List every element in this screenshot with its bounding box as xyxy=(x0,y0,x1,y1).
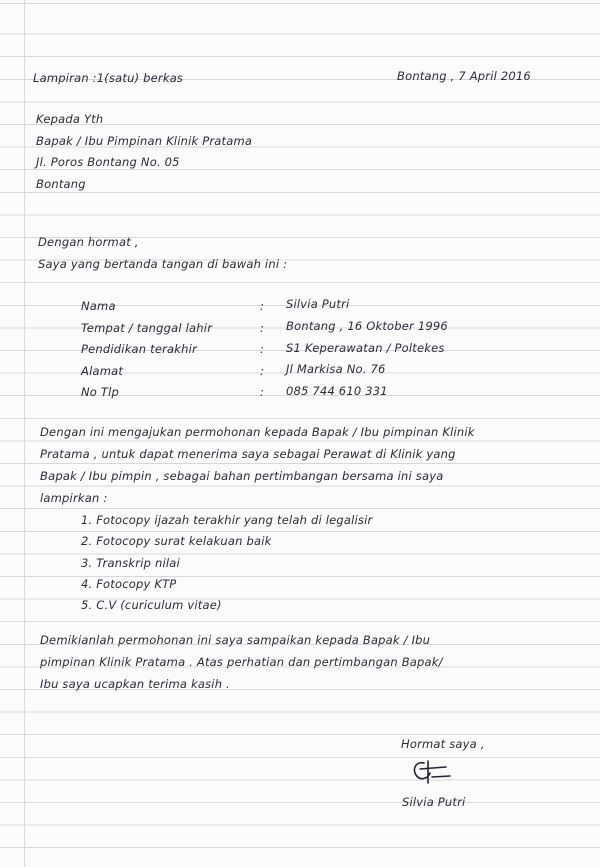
recipient-line2: Jl. Poros Bontang No. 05 xyxy=(36,155,180,169)
field-label-phone: No Tlp xyxy=(81,385,120,399)
attachment-item: 4. Fotocopy KTP xyxy=(81,577,177,591)
field-sep: : xyxy=(260,364,265,378)
place-date: Bontang , 7 April 2016 xyxy=(397,69,531,83)
field-sep: : xyxy=(260,321,265,335)
field-value-birth: Bontang , 16 Oktober 1996 xyxy=(286,319,448,333)
field-sep: : xyxy=(260,342,265,356)
regards: Hormat saya , xyxy=(401,737,485,751)
attachment-item: 5. C.V (curiculum vitae) xyxy=(81,598,222,612)
recipient-line3: Bontang xyxy=(36,177,86,191)
body-line: lampirkan : xyxy=(40,491,108,505)
signature-name: Silvia Putri xyxy=(402,795,466,809)
intro-line: Saya yang bertanda tangan di bawah ini : xyxy=(38,257,288,271)
field-value-name: Silvia Putri xyxy=(286,297,350,311)
field-label-education: Pendidikan terakhir xyxy=(81,342,197,356)
recipient-to: Kepada Yth xyxy=(36,112,104,126)
attachment-item: 3. Transkrip nilai xyxy=(81,556,180,570)
field-value-address: Jl Markisa No. 76 xyxy=(286,362,386,376)
body-line: Bapak / Ibu pimpin , sebagai bahan pertimbangan bersama ini saya xyxy=(40,469,444,483)
field-label-name: Nama xyxy=(81,299,116,313)
greeting: Dengan hormat , xyxy=(38,235,139,249)
closing-line: pimpinan Klinik Pratama . Atas perhatian dan pertimbangan Bapak/ xyxy=(40,655,443,669)
closing-line: Demikianlah permohonan ini saya sampaikan kepada Bapak / Ibu xyxy=(40,633,431,647)
body-line: Pratama , untuk dapat menerima saya sebagai Perawat di Klinik yang xyxy=(40,447,456,461)
body-line: Dengan ini mengajukan permohonan kepada Bapak / Ibu pimpinan Klinik xyxy=(40,425,475,439)
recipient-line1: Bapak / Ibu Pimpinan Klinik Pratama xyxy=(36,134,253,148)
field-label-birth: Tempat / tanggal lahir xyxy=(81,321,213,335)
closing-line: Ibu saya ucapkan terima kasih . xyxy=(40,677,230,691)
field-sep: : xyxy=(260,299,265,313)
attachment-item: 2. Fotocopy surat kelakuan baik xyxy=(81,534,272,548)
signature-mark xyxy=(406,755,456,789)
field-value-phone: 085 744 610 331 xyxy=(286,384,388,398)
field-label-address: Alamat xyxy=(81,364,124,378)
margin-line xyxy=(24,0,25,867)
field-value-education: S1 Keperawatan / Poltekes xyxy=(286,341,445,355)
field-sep: : xyxy=(260,385,265,399)
attachment-item: 1. Fotocopy ijazah terakhir yang telah di legalisir xyxy=(81,513,373,527)
attachment-line: Lampiran :1(satu) berkas xyxy=(33,71,184,85)
